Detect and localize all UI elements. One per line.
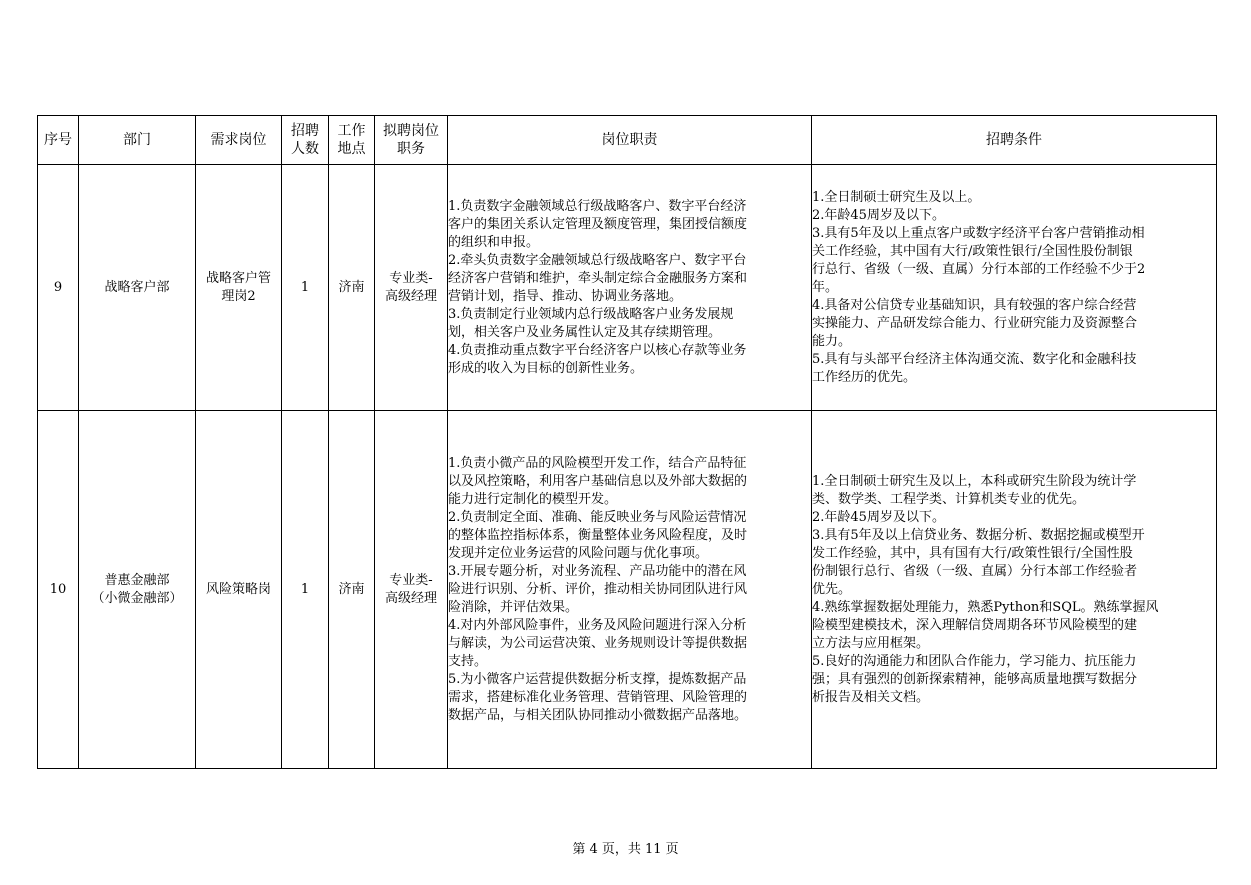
text-line: 2.年龄45周岁及以下。 xyxy=(812,509,945,525)
text-line: 析报告及相关文档。 xyxy=(812,689,930,705)
text-line: 4.负责推动重点数字平台经济客户以核心存款等业务 xyxy=(448,342,747,358)
cell-seq: 9 xyxy=(38,165,79,411)
text-line: 险进行识别、分析、评价，推动相关协同团队进行风 xyxy=(448,581,748,597)
cell-requirements xyxy=(812,165,1217,411)
cell-dept xyxy=(79,411,196,769)
text-line: 战略客户管 xyxy=(205,270,271,286)
table-row xyxy=(38,165,1217,411)
text-line: （小微金融部） xyxy=(91,590,183,606)
text-line: 招聘 xyxy=(291,123,319,139)
text-line: 2.年龄45周岁及以下。 xyxy=(812,207,945,223)
cell-count: 1 xyxy=(282,165,329,411)
text-line: 专业类- xyxy=(389,572,433,588)
text-line: 份制银行总行、省级（一级、直属）分行本部工作经验者 xyxy=(812,563,1138,579)
text-line: 发工作经验，其中，具有国有大行/政策性银行/全国性股 xyxy=(812,545,1133,561)
cell-position xyxy=(196,165,282,411)
text-line: 专业类- xyxy=(389,270,433,286)
header-count xyxy=(282,116,329,165)
text-line: 与解读，为公司运营决策、业务规则设计等提供数据 xyxy=(448,635,748,651)
cell-duties xyxy=(448,411,812,769)
cell-requirements xyxy=(812,411,1217,769)
text-line: 1.全日制硕士研究生及以上，本科或研究生阶段为统计学 xyxy=(812,473,1137,489)
text-line: 高级经理 xyxy=(384,590,437,606)
text-line: 人数 xyxy=(291,141,319,157)
text-line: 立方法与应用框架。 xyxy=(812,635,930,651)
text-line: 支持。 xyxy=(448,653,488,669)
text-line: 险模型建模技术，深入理解信贷周期各环节风险模型的建 xyxy=(812,617,1138,633)
text-line: 实操能力、产品研发综合能力、行业研究能力及资源整合 xyxy=(812,315,1138,331)
text-line: 普惠金融部 xyxy=(104,572,170,588)
text-line: 形成的收入为目标的创新性业务。 xyxy=(448,360,644,376)
text-line: 能力。 xyxy=(812,333,852,349)
text-line: 3.开展专题分析，对业务流程、产品功能中的潜在风 xyxy=(448,563,747,579)
text-line: 以及风控策略，利用客户基础信息以及外部大数据的 xyxy=(448,473,748,489)
header-duties: 岗位职责 xyxy=(448,116,812,165)
text-line: 需求，搭建标准化业务管理、营销管理、风险管理的 xyxy=(448,689,748,705)
header-requirements: 招聘条件 xyxy=(812,116,1217,165)
text-line: 职务 xyxy=(397,141,425,157)
header-dept: 部门 xyxy=(79,116,196,165)
header-position: 需求岗位 xyxy=(196,116,282,165)
recruitment-table xyxy=(37,115,1217,769)
text-line: 的组织和申报。 xyxy=(448,234,540,250)
text-line: 强；具有强烈的创新探索精神，能够高质量地撰写数据分 xyxy=(812,671,1138,687)
cell-dept xyxy=(79,165,196,411)
text-line: 行总行、省级（一级、直属）分行本部的工作经验不少于2 xyxy=(812,261,1146,277)
text-line: 4.熟练掌握数据处理能力，熟悉Python和SQL。熟练掌握风 xyxy=(812,599,1159,615)
header-row xyxy=(38,116,1217,165)
text-line: 5.良好的沟通能力和团队合作能力，学习能力、抗压能力 xyxy=(812,653,1137,669)
text-line: 2.牵头负责数字金融领域总行级战略客户、数字平台 xyxy=(448,252,747,268)
text-line: 5.为小微客户运营提供数据分析支撑，提炼数据产品 xyxy=(448,671,747,687)
text-line: 客户的集团关系认定管理及额度管理，集团授信额度 xyxy=(448,216,748,232)
text-line: 划，相关客户及业务属性认定及其存续期管理。 xyxy=(448,324,722,340)
cell-seq: 10 xyxy=(38,411,79,769)
text-line: 4.具备对公信贷专业基础知识，具有较强的客户综合经营 xyxy=(812,297,1137,313)
page-footer xyxy=(0,838,1251,857)
text-line: 关工作经验，其中国有大行/政策性银行/全国性股份制银 xyxy=(812,243,1133,259)
text-line: 1.全日制硕士研究生及以上。 xyxy=(812,189,981,205)
text-line: 营销计划，指导、推动、协调业务落地。 xyxy=(448,288,683,304)
text-line: 理岗2 xyxy=(221,288,256,304)
header-location xyxy=(329,116,375,165)
text-line: 工作 xyxy=(337,123,366,139)
page-number-text: 第 4 页，共 11 页 xyxy=(572,842,679,857)
text-line: 工作经历的优先。 xyxy=(812,369,917,385)
text-line: 优先。 xyxy=(812,581,852,597)
cell-location: 济南 xyxy=(329,165,375,411)
cell-location: 济南 xyxy=(329,411,375,769)
text-line: 战略客户部 xyxy=(104,279,170,295)
text-line: 年。 xyxy=(812,279,839,295)
cell-count: 1 xyxy=(282,411,329,769)
text-line: 发现并定位业务运营的风险问题与优化事项。 xyxy=(448,545,709,561)
text-line: 3.具有5年及以上信贷业务、数据分析、数据挖掘或模型开 xyxy=(812,527,1145,543)
text-line: 能力进行定制化的模型开发。 xyxy=(448,491,618,507)
cell-rank xyxy=(375,411,448,769)
text-line: 3.负责制定行业领域内总行级战略客户业务发展规 xyxy=(448,306,734,322)
cell-position xyxy=(196,411,282,769)
text-line: 高级经理 xyxy=(384,288,437,304)
text-line: 经济客户营销和维护，牵头制定综合金融服务方案和 xyxy=(448,270,748,286)
text-line: 风险策略岗 xyxy=(205,581,271,597)
table-row xyxy=(38,411,1217,769)
text-line: 1.负责数字金融领域总行级战略客户、数字平台经济 xyxy=(448,198,747,214)
text-line: 5.具有与头部平台经济主体沟通交流、数字化和金融科技 xyxy=(812,351,1137,367)
cell-duties xyxy=(448,165,812,411)
text-line: 3.具有5年及以上重点客户或数字经济平台客户营销推动相 xyxy=(812,225,1145,241)
text-line: 数据产品，与相关团队协同推动小微数据产品落地。 xyxy=(448,707,748,723)
text-line: 1.负责小微产品的风险模型开发工作，结合产品特征 xyxy=(448,455,747,471)
text-line: 险消除，并评估效果。 xyxy=(448,599,579,615)
text-line: 拟聘岗位 xyxy=(383,123,439,139)
text-line: 地点 xyxy=(337,141,366,157)
text-line: 4.对内外部风险事件，业务及风险问题进行深入分析 xyxy=(448,617,747,633)
text-line: 2.负责制定全面、准确、能反映业务与风险运营情况 xyxy=(448,509,747,525)
text-line: 的整体监控指标体系，衡量整体业务风险程度，及时 xyxy=(448,527,748,543)
text-line: 类、数学类、工程学类、计算机类专业的优先。 xyxy=(812,491,1086,507)
header-rank xyxy=(375,116,448,165)
header-seq: 序号 xyxy=(38,116,79,165)
cell-rank xyxy=(375,165,448,411)
